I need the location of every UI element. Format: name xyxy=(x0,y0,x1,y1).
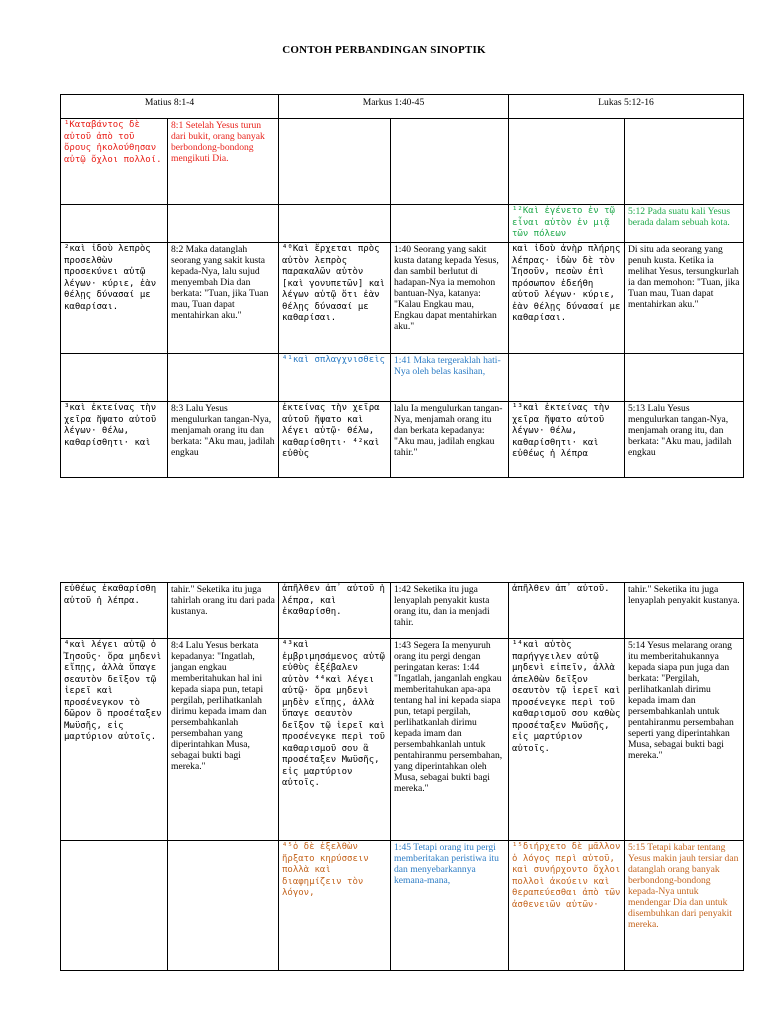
matius-indonesian-cell: tahir." Seketika itu juga tahirlah orang itu dari pada kustanya. xyxy=(168,583,279,639)
table-row xyxy=(61,841,744,971)
lukas-greek-cell: ¹⁵διήρχετο δὲ μᾶλλον ὁ λόγος περὶ αὐτοῦ, καὶ συνήρχοντο ὄχλοι πολλοὶ ἀκούειν καὶ θεραπεύεσθαι ἀπὸ τῶν ἀσθενειῶν αὐτῶν· xyxy=(509,841,625,971)
matius-greek-cell: ⁴καὶ λέγει αὐτῷ ὁ Ἰησοῦς· ὅρα μηδενὶ εἴπῃς, ἀλλὰ ὕπαγε σεαυτὸν δεῖξον τῷ ἱερεῖ καὶ προσένεγκον τὸ δῶρον ὃ προσέταξεν Μωϋσῆς, εἰς μαρτύριον αὐτοῖς. xyxy=(61,639,168,841)
lukas-greek-cell: ¹⁴καὶ αὐτὸς παρήγγειλεν αὐτῷ μηδενὶ εἰπεῖν, ἀλλὰ ἀπελθὼν δεῖξον σεαυτὸν τῷ ἱερεῖ καὶ προσένεγκε περὶ τοῦ καθαρισμοῦ σου καθὼς προσέταξεν Μωϋσῆς, εἰς μαρτύριον αὐτοῖς. xyxy=(509,639,625,841)
lukas-greek-cell: καὶ ἰδοὺ ἀνὴρ πλήρης λέπρας· ἰδὼν δὲ τὸν Ἰησοῦν, πεσὼν ἐπὶ πρόσωπον ἐδεήθη αὐτοῦ λέγων· κύριε, ἐὰν θέλῃς δύνασαί με καθαρίσαι. xyxy=(509,243,625,354)
lukas-indonesian-cell: 5:14 Yesus melarang orang itu memberitahukannya kepada siapa pun juga dan berkata: "Pergilah, perlihatkanlah dirimu kepada imam dan persembahkanlah untuk pentahiranmu persembahan seperti yang diperintahkan Musa, sebagai bukti bagi mereka." xyxy=(625,639,744,841)
markus-greek-cell xyxy=(279,119,391,205)
table-row xyxy=(61,243,744,354)
matius-greek-cell: ²καὶ ἰδοὺ λεπρὸς προσελθὼν προσεκύνει αὐτῷ λέγων· κύριε, ἐὰν θέλῃς δύνασαί με καθαρίσαι. xyxy=(61,243,168,354)
synoptic-table-part-2 xyxy=(60,582,744,971)
lukas-greek-cell: ¹²Καὶ ἐγένετο ἐν τῷ εἶναι αὐτὸν ἐν μιᾷ τῶν πόλεων xyxy=(509,205,625,243)
markus-indonesian-cell: 1:41 Maka tergeraklah hati-Nya oleh belas kasihan, xyxy=(391,354,509,402)
markus-indonesian-cell xyxy=(391,119,509,205)
page-title: CONTOH PERBANDINGAN SINOPTIK xyxy=(282,44,486,56)
table-row xyxy=(61,639,744,841)
lukas-indonesian-cell xyxy=(625,354,744,402)
matius-greek-cell: εὐθέως ἐκαθαρίσθη αὐτοῦ ἡ λέπρα. xyxy=(61,583,168,639)
synoptic-table-part-1 xyxy=(60,94,744,478)
markus-indonesian-cell: lalu Ia mengulurkan tangan-Nya, menjamah orang itu dan berkata kepadanya: "Aku mau, jadilah engkau tahir." xyxy=(391,402,509,478)
table-row xyxy=(61,402,744,478)
markus-indonesian-cell xyxy=(391,205,509,243)
table-row xyxy=(61,119,744,205)
markus-greek-cell: ⁴⁰Καὶ ἔρχεται πρὸς αὐτὸν λεπρὸς παρακαλῶν αὐτὸν [καὶ γονυπετῶν] καὶ λέγων αὐτῷ ὅτι ἐὰν θέλῃς δύνασαί με καθαρίσαι. xyxy=(279,243,391,354)
matius-indonesian-cell: 8:2 Maka datanglah seorang yang sakit kusta kepada-Nya, lalu sujud menyembah Dia dan berkata: "Tuan, jika Tuan mau, Tuan dapat mentahirkan aku." xyxy=(168,243,279,354)
matius-indonesian-cell: 8:3 Lalu Yesus mengulurkan tangan-Nya, menjamah orang itu dan berkata: "Aku mau, jadilah engkau xyxy=(168,402,279,478)
lukas-indonesian-cell xyxy=(625,119,744,205)
table-row xyxy=(61,583,744,639)
markus-greek-cell: ἐκτείνας τὴν χεῖρα αὐτοῦ ἥψατο καὶ λέγει αὐτῷ· θέλω, καθαρίσθητι· ⁴²καὶ εὐθὺς xyxy=(279,402,391,478)
matius-indonesian-cell xyxy=(168,354,279,402)
markus-greek-cell: ⁴¹καὶ σπλαγχνισθεὶς xyxy=(279,354,391,402)
matius-indonesian-cell: 8:4 Lalu Yesus berkata kepadanya: "Ingatlah, jangan engkau memberitahukan hal ini kepada siapa pun, tetapi pergilah, perlihatkanlah dirimu kepada imam dan persembahkanlah persembahan yang diperintahkan Musa, sebagai bukti bagi mereka." xyxy=(168,639,279,841)
lukas-indonesian-cell: 5:13 Lalu Yesus mengulurkan tangan-Nya, menjamah orang itu, dan berkata: "Aku mau, jadilah engkau xyxy=(625,402,744,478)
lukas-greek-cell: ¹³καὶ ἐκτείνας τὴν χεῖρα ἥψατο αὐτοῦ λέγων· θέλω, καθαρίσθητι· καὶ εὐθέως ἡ λέπρα xyxy=(509,402,625,478)
lukas-indonesian-cell: 5:15 Tetapi kabar tentang Yesus makin jauh tersiar dan datanglah orang banyak berbondong-bondong kepada-Nya untuk mendengar Dia dan untuk disembuhkan dari penyakit mereka. xyxy=(625,841,744,971)
table-row xyxy=(61,354,744,402)
markus-indonesian-cell: 1:43 Segera Ia menyuruh orang itu pergi dengan peringatan keras: 1:44 "Ingatlah, janganlah engkau memberitahukan apa-apa tentang hal ini kepada siapa pun, tetapi pergilah, perlihatkanlah dirimu kepada imam dan persembahkanlah untuk pentahiranmu persembahan, yang diperintahkan oleh Musa, sebagai bukti bagi mereka." xyxy=(391,639,509,841)
matius-greek-cell xyxy=(61,354,168,402)
matius-greek-cell xyxy=(61,841,168,971)
matius-greek-cell: ³καὶ ἐκτείνας τὴν χεῖρα ἥψατο αὐτοῦ λέγων· θέλω, καθαρίσθητι· καὶ xyxy=(61,402,168,478)
lukas-greek-cell: ἀπῆλθεν ἀπ᾽ αὐτοῦ. xyxy=(509,583,625,639)
markus-greek-cell: ⁴³καὶ ἐμβριμησάμενος αὐτῷ εὐθὺς ἐξέβαλεν αὐτὸν ⁴⁴καὶ λέγει αὐτῷ· ὅρα μηδενὶ μηδὲν εἴπῃς, ἀλλὰ ὕπαγε σεαυτὸν δεῖξον τῷ ἱερεῖ καὶ προσένεγκε περὶ τοῦ καθαρισμοῦ σου ἃ προσέταξεν Μωϋσῆς, εἰς μαρτύριον αὐτοῖς. xyxy=(279,639,391,841)
lukas-indonesian-cell: 5:12 Pada suatu kali Yesus berada dalam sebuah kota. xyxy=(625,205,744,243)
header-row xyxy=(61,95,744,119)
header-lukas: Lukas 5:12-16 xyxy=(509,95,744,119)
markus-greek-cell: ⁴⁵ὁ δὲ ἐξελθὼν ἤρξατο κηρύσσειν πολλὰ καὶ διαφημίζειν τὸν λόγον, xyxy=(279,841,391,971)
header-matius: Matius 8:1-4 xyxy=(61,95,279,119)
lukas-greek-cell xyxy=(509,119,625,205)
markus-greek-cell xyxy=(279,205,391,243)
markus-indonesian-cell: 1:40 Seorang yang sakit kusta datang kepada Yesus, dan sambil berlutut di hadapan-Nya ia memohon bantuan-Nya, katanya: "Kalau Engkau mau, Engkau dapat mentahirkan aku." xyxy=(391,243,509,354)
matius-indonesian-cell: 8:1 Setelah Yesus turun dari bukit, orang banyak berbondong-bondong mengikuti Dia. xyxy=(168,119,279,205)
matius-greek-cell: ¹Καταβάντος δὲ αὐτοῦ ἀπὸ τοῦ ὄρους ἠκολούθησαν αὐτῷ ὄχλοι πολλοί. xyxy=(61,119,168,205)
markus-indonesian-cell: 1:45 Tetapi orang itu pergi memberitakan peristiwa itu dan menyebarkannya kemana-mana, xyxy=(391,841,509,971)
lukas-indonesian-cell: Di situ ada seorang yang penuh kusta. Ketika ia melihat Yesus, tersungkurlah ia dan memohon: "Tuan, jika Tuan mau, Tuan dapat mentahirkan aku." xyxy=(625,243,744,354)
header-markus: Markus 1:40-45 xyxy=(279,95,509,119)
lukas-greek-cell xyxy=(509,354,625,402)
matius-indonesian-cell xyxy=(168,205,279,243)
lukas-indonesian-cell: tahir." Seketika itu juga lenyaplah penyakit kustanya. xyxy=(625,583,744,639)
matius-greek-cell xyxy=(61,205,168,243)
markus-indonesian-cell: 1:42 Seketika itu juga lenyaplah penyakit kusta orang itu, dan ia menjadi tahir. xyxy=(391,583,509,639)
table-row xyxy=(61,205,744,243)
matius-indonesian-cell xyxy=(168,841,279,971)
markus-greek-cell: ἀπῆλθεν ἀπ᾽ αὐτοῦ ἡ λέπρα, καὶ ἐκαθαρίσθη. xyxy=(279,583,391,639)
